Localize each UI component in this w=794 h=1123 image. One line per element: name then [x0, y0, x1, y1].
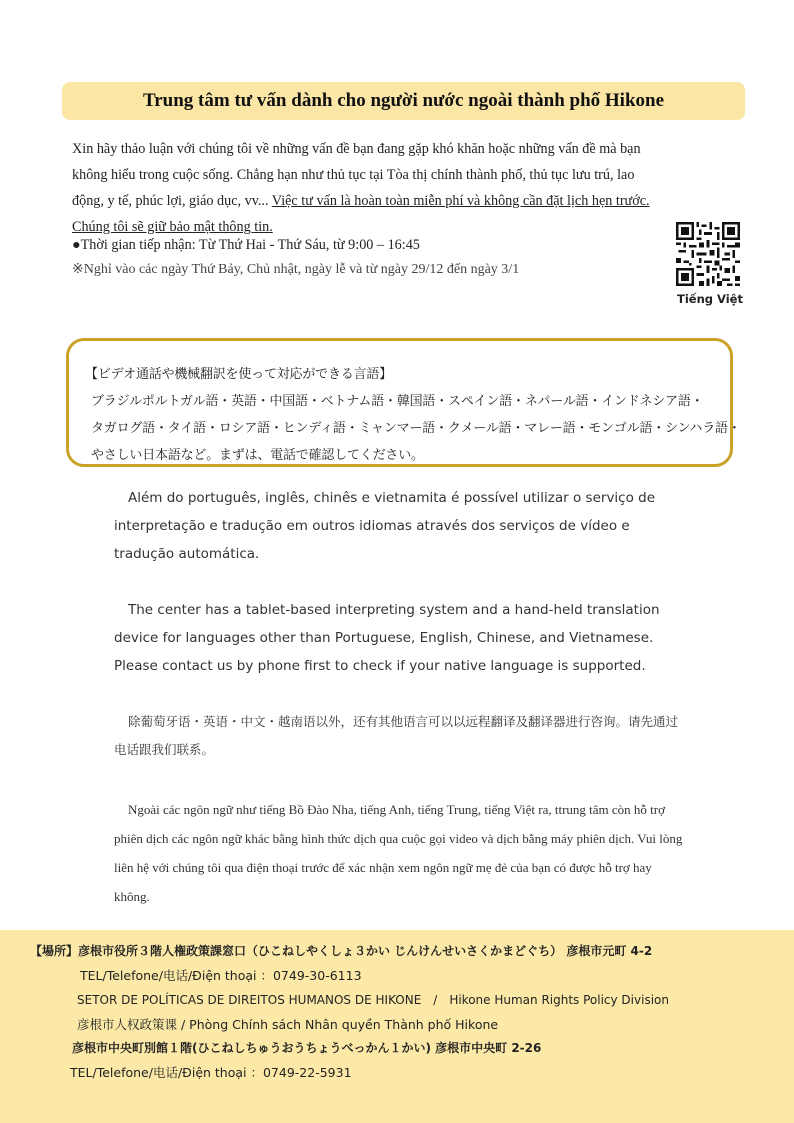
title-bar [62, 82, 745, 120]
reception-hours: ●Thời gian tiếp nhận: Từ Thứ Hai - Thứ Sáu, từ 9:00 – 16:45 [72, 237, 420, 253]
footer-department-pt-en: SETOR DE POLÍTICAS DE DIREITOS HUMANOS DE HIKONE / Hikone Human Rights Policy Division [77, 993, 669, 1007]
closed-days-note: ※Nghỉ vào các ngày Thứ Bảy, Chủ nhật, ngày lễ và từ ngày 29/12 đến ngày 3/1 [72, 262, 520, 277]
footer-department-jp-vi: 彦根市人权政策课 / Phòng Chính sách Nhân quyền Thành phố Hikone [77, 1017, 499, 1032]
qr-label: Tiếng Việt [677, 292, 743, 306]
jp-line-2: タガログ語・タイ語・ロシア語・ヒンディ語・ミャンマー語・クメール語・マレー語・モンゴル語・シンハラ語・ [91, 421, 741, 436]
english-paragraph: The center has a tablet-based interpreting system and a hand-held translation device for languages other than Portuguese, English, Chinese, and Vietnamese. Please contact us by phone first to check if your native language is supported. [114, 602, 660, 674]
footer-tel-2[interactable]: TEL/Telefone/电话/Điện thoại ：0749-22-5931 [70, 1065, 352, 1080]
footer-place-2: 彦根市中央町別館１階(ひこねしちゅうおうちょうべっかん１かい) 彦根市中央町 2-26 [72, 1041, 542, 1055]
intro-text: Xin hãy thảo luận với chúng tôi về những vấn đề bạn đang gặp khó khăn hoặc những vấn đề mà bạn không hiểu trong cuộc sống. Chẳng hạn như thủ tục tại Tòa thị chính thành phố, thủ tục lưu trú, lao động, y tế, phúc lợi, giáo dục, vv... [72, 141, 641, 209]
intro-underlined-text: Việc tư vấn là hoàn toàn miễn phí và không cần đặt lịch hẹn trước. Chúng tôi sẽ giữ bảo mật thông tin. [72, 193, 650, 235]
footer-contact [0, 930, 794, 1123]
vietnamese-paragraph: Ngoài các ngôn ngữ như tiếng Bồ Đào Nha, tiếng Anh, tiếng Trung, tiếng Việt ra, ttrung tâm còn hỗ trợ phiên dịch các ngôn ngữ khác bằng hình thức dịch qua cuộc gọi video và dịch bằng máy phiên dịch. Vui lòng liên hệ với chúng tôi qua điện thoại trước để xác nhận xem ngôn ngữ mẹ đẻ của bạn có được hỗ trợ hay không. [114, 802, 683, 904]
jp-heading: 【ビデオ通話や機械翻訳を使って対応ができる言語】 [85, 367, 392, 382]
page-title: Trung tâm tư vấn dành cho người nước ngoài thành phố Hikone [142, 90, 665, 111]
intro-paragraph [72, 136, 664, 240]
qr-code-icon[interactable] [676, 222, 740, 286]
japanese-language-box [66, 338, 741, 467]
footer-tel-1[interactable]: TEL/Telefone/电话/Điện thoại ：0749-30-6113 [80, 968, 362, 983]
portuguese-paragraph: Além do português, inglês, chinês e vietnamita é possível utilizar o serviço de interpretação e tradução em outros idiomas através dos serviços de vídeo e tradução automática. [114, 490, 656, 562]
jp-line-1: ブラジルポルトガル語・英語・中国語・ベトナム語・韓国語・スペイン語・ネパール語・インドネシア語・ [91, 394, 704, 409]
jp-line-3: やさしい日本語など。まずは、電話で確認してください。 [91, 448, 424, 463]
footer-place-1: 【場所】彦根市役所３階人権政策課窓口（ひこねしやくしょ３かい じんけんせいさくかまどぐち） 彦根市元町 4-2 [30, 944, 653, 958]
chinese-paragraph: 除葡萄牙语・英语・中文・越南语以外，还有其他语言可以以远程翻译及翻译器进行咨询。请先通过电话跟我们联系。 [114, 714, 679, 757]
